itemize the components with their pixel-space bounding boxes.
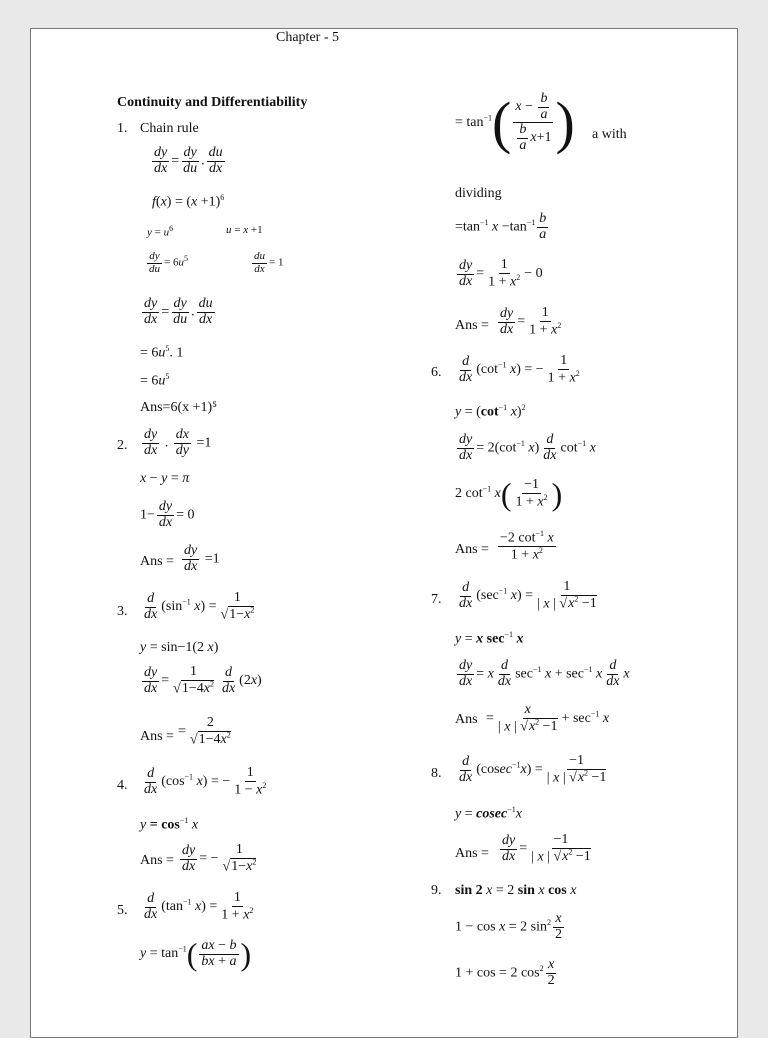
equation: = $\frac{2}{√1-4x^2}$: [178, 715, 231, 748]
equation: $y = u^6$: [147, 224, 174, 239]
equation: u = x +1: [226, 224, 263, 236]
equation: 1 + cos = 2 $\cos^2$ $\frac{x}{2}$: [455, 957, 555, 988]
equation: $\frac{d}{dx}$ (cosec$^{-1}$x) = $\frac{-1}{| x | √x^2 -1}$: [459, 753, 607, 786]
answer-label: Ans: [455, 712, 478, 727]
equation: $\frac{d}{dx}$ ($\sec^{-1}$ x) = $\frac{1}{| x | √x^2 -1}$: [459, 579, 597, 612]
equation: $y = \tan^{-1}$( $\frac{ax - b}{bx + a}$ ): [140, 936, 252, 972]
equation: = $6u^5$. 1: [140, 344, 184, 361]
answer-1: Ans=6(x +1)⁵: [140, 400, 218, 415]
equation: $y = \cos^{-1} x$: [140, 816, 199, 833]
equation: = $\tan^{-1}$( x − $\frac{b}{a}$ $\frac{b}{a}$ x +1 ): [455, 89, 575, 155]
equation: $\frac{dy}{dx}$ = $2(\cot^{-1}$ x) $\frac{d}{dx}$ $\cot^{-1} x$: [459, 432, 596, 463]
section-title: Continuity and Differentiability: [117, 95, 308, 110]
equation: x − y = π: [140, 471, 190, 486]
item-number-3: 3.: [117, 604, 128, 619]
equation: y = x $\sec^{-1} x$: [455, 630, 524, 647]
equation: $\frac{dy}{dx}$ = $\frac{1}{1 + x^2}$: [500, 305, 562, 338]
text: dividing: [455, 186, 502, 201]
equation: $\frac{d}{dx}$ ($\cot^{-1}$ x) = − $\frac{1}{1 + x^2}$: [459, 353, 580, 386]
equation: $\frac{d}{dx}$ ($\sin^{-1}$ x) = $\frac{1}{√1-x^2}$: [144, 590, 255, 623]
item-number-4: 4.: [117, 778, 128, 793]
answer-label: Ans =: [140, 554, 174, 569]
item-number-5: 5.: [117, 903, 128, 918]
equation: $\frac{dy}{dx}$ = $\frac{dy}{du}$ . $\frac{du}{dx}$: [144, 296, 213, 327]
equation: y = sin−1(2 x): [140, 640, 219, 655]
equation: $\frac{dy}{dx}$ = $\frac{dy}{du}$ . $\frac{du}{dx}$: [154, 145, 223, 176]
answer-label: Ans =: [140, 729, 174, 744]
equation: 2 $\cot^{-1} x$( $\frac{-1}{1 + x^2}$ ): [455, 476, 563, 513]
equation: $\frac{dy}{dx}$ = $\frac{1}{1 + x^2}$ − 0: [459, 257, 543, 290]
text: a with: [592, 127, 627, 142]
equation: 1 − cos x = 2 $\sin^2$ $\frac{x}{2}$: [455, 911, 563, 942]
answer-label: Ans =: [455, 318, 489, 333]
equation: $f(x) = (x +1)^6$: [152, 193, 225, 210]
answer-label: Ans =: [455, 542, 489, 557]
item-number-9: 9.: [431, 883, 442, 898]
equation: $\frac{dy}{dx}$ = $\frac{1}{√1-4x^2}$ $\frac{d}{dx}$ (2x): [144, 664, 262, 697]
equation: $\frac{dy}{dx}$ = $\frac{-1}{| x | √x^2 -1}$: [502, 832, 591, 865]
chain-rule-label: Chain rule: [140, 121, 199, 136]
equation: $\frac{-2 \cot^{-1} x}{1 + x^2}$: [500, 529, 554, 563]
equation: $\frac{d}{dx}$ ($\cos^{-1}$ x) = − $\frac{1}{1 - x^2}$: [144, 765, 267, 798]
equation: sin 2 x = 2 sin x cos x: [455, 883, 577, 898]
equation: $\frac{d}{dx}$ ($\tan^{-1}$ x) = $\frac{1}{1 + x^2}$: [144, 890, 254, 923]
equation: $\frac{dy}{du}$ = $6u^5$: [149, 250, 188, 275]
equation: = $\frac{x}{| x | √x^2 -1}$ + $\sec^{-1} x$: [486, 702, 610, 735]
answer-label: Ans =: [140, 853, 174, 868]
chapter-header: Chapter - 5: [276, 30, 339, 45]
equation: $y = (\cot^{-1}$ x)$^2$: [455, 403, 526, 420]
equation: $\frac{dy}{dx}$ =1: [184, 543, 220, 574]
equation: $\frac{dy}{dx}$ = x $\frac{d}{dx}$ $\sec^{-1} x + \sec^{-1} x$ $\frac{d}{dx}$ x: [459, 658, 630, 689]
item-number-7: 7.: [431, 592, 442, 607]
equation: $\frac{dy}{dx}$ . $\frac{dx}{dy}$ =1: [144, 427, 212, 458]
answer-label: Ans =: [455, 846, 489, 861]
equation: = $6u^5$: [140, 372, 170, 389]
equation: 1− $\frac{dy}{dx}$ = 0: [140, 499, 195, 530]
equation: $\frac{dy}{dx}$ = − $\frac{1}{√1-x^2}$: [182, 842, 257, 875]
document-page: [30, 28, 738, 1038]
equation: $=\tan^{-1}$ $x -\tan^{-1}$ $\frac{b}{a}$: [455, 211, 547, 242]
item-number-2: 2.: [117, 438, 128, 453]
item-number-8: 8.: [431, 766, 442, 781]
item-number-6: 6.: [431, 365, 442, 380]
equation: $\frac{du}{dx}$ = 1: [254, 250, 284, 275]
equation: y = cosec$^{-1}$x: [455, 805, 522, 822]
item-number-1: 1.: [117, 121, 128, 136]
